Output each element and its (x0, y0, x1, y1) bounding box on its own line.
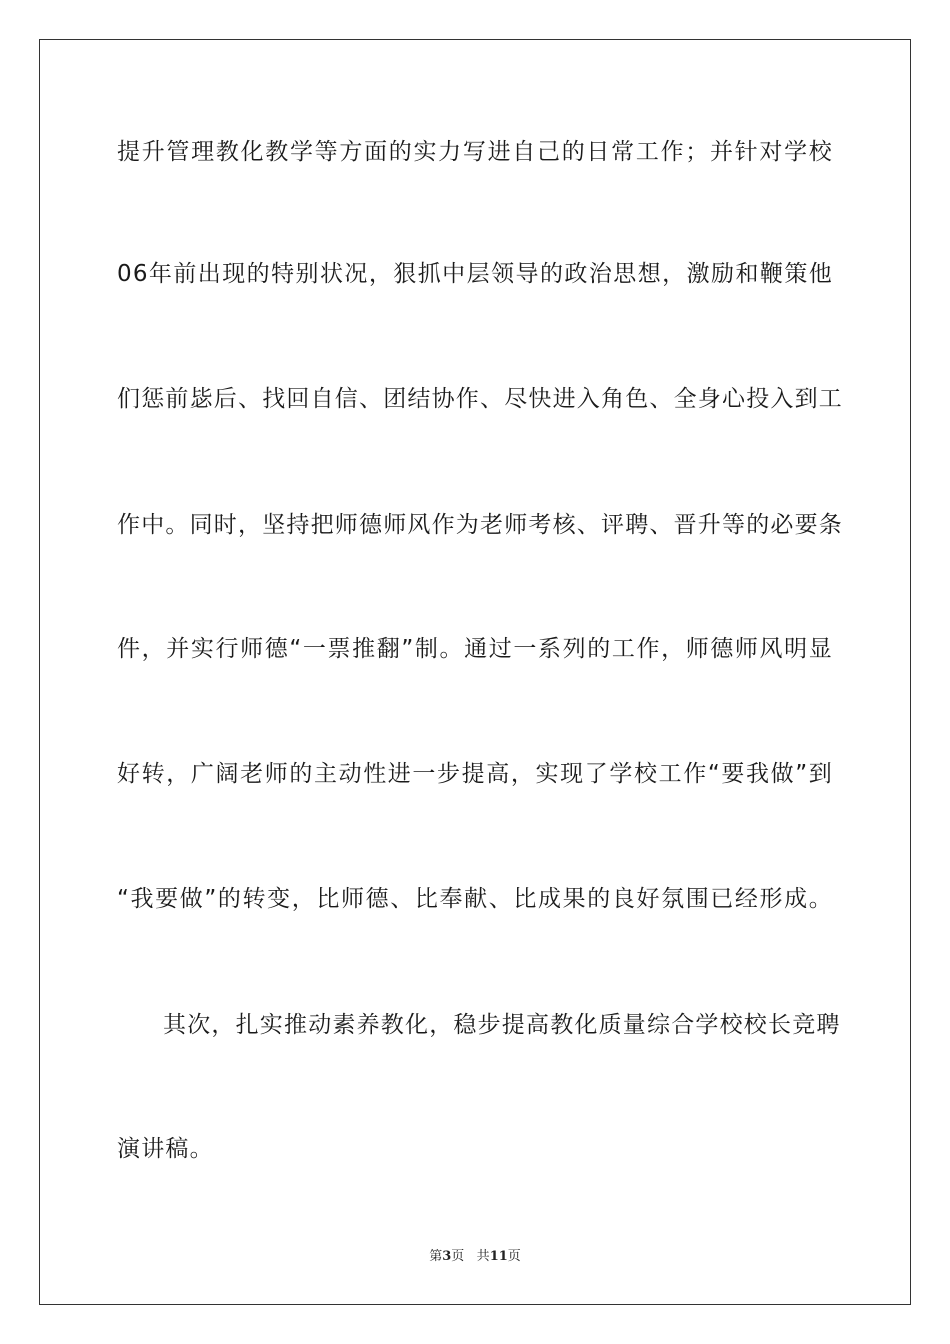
text-line-7: “我要做”的转变，比师德、比奉献、比成果的良好氛围已经形成。 (117, 886, 833, 912)
page-footer (0, 1245, 950, 1264)
text-line-2: 06年前出现的特别状况，狠抓中层领导的政治思想，激励和鞭策他 (117, 261, 833, 287)
page-border (39, 39, 911, 1305)
text-line-1: 提升管理教化教学等方面的实力写进自己的日常工作；并针对学校 (117, 139, 833, 165)
text-line-5: 件，并实行师德“一票推翻”制。通过一系列的工作，师德师风明显 (117, 636, 833, 662)
footer-page-suffix: 页 (451, 1249, 465, 1264)
footer-total-pages: 11 (489, 1249, 508, 1264)
text-line-8: 其次，扎实推动素养教化，稳步提高教化质量综合学校校长竞聘 (163, 1012, 841, 1038)
footer-page-prefix: 第 (429, 1249, 443, 1264)
footer-total-suffix: 页 (507, 1249, 521, 1264)
footer-page-number: 3 (442, 1249, 452, 1264)
text-line-4: 作中。同时，坚持把师德师风作为老师考核、评聘、晋升等的必要条 (117, 512, 843, 538)
text-line-3: 们惩前毖后、找回自信、团结协作、尽快进入角色、全身心投入到工 (117, 386, 843, 412)
text-line-6: 好转，广阔老师的主动性进一步提高，实现了学校工作“要我做”到 (117, 761, 833, 787)
footer-total-prefix: 共 (476, 1249, 490, 1264)
text-line-9: 演讲稿。 (117, 1136, 214, 1162)
